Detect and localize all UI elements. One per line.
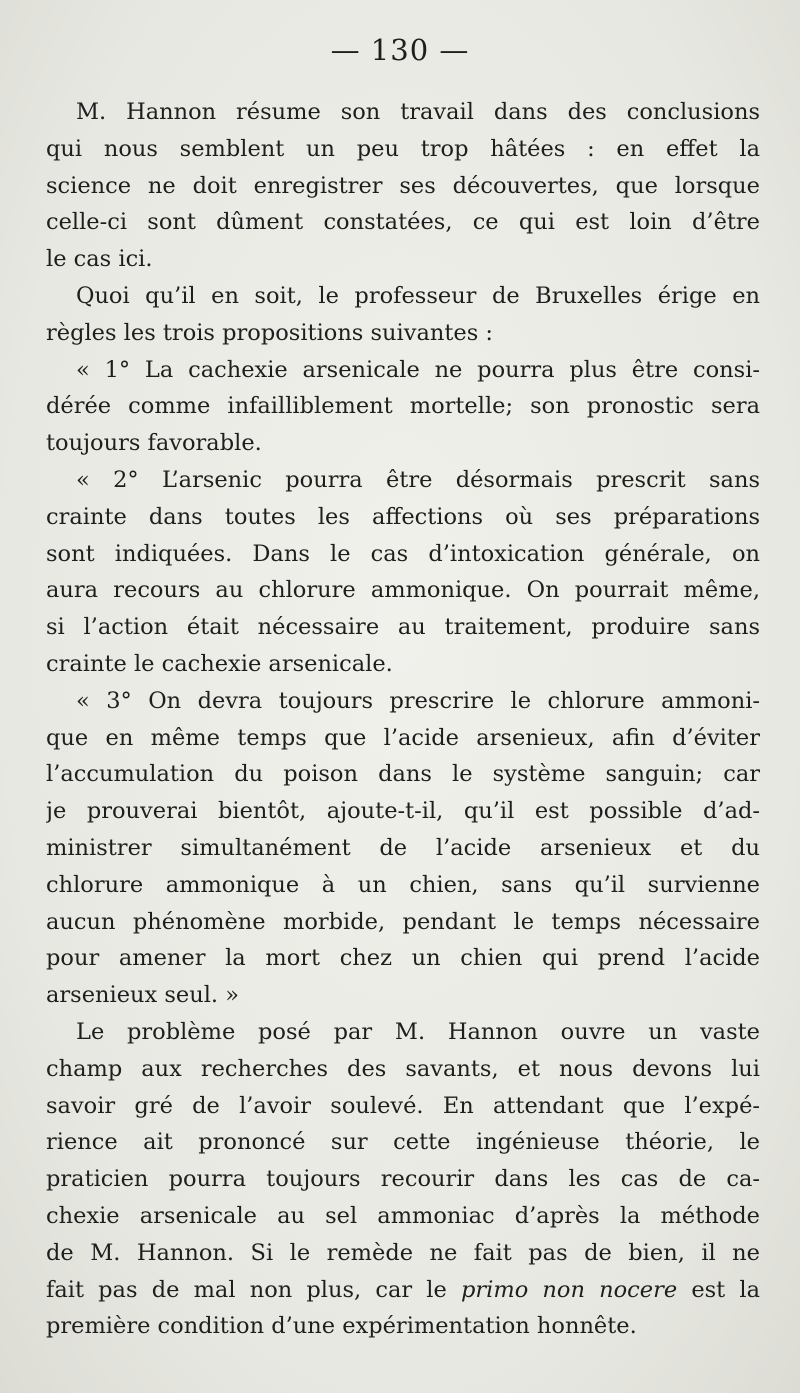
text-line: toujours favorable. [46,430,262,457]
text-line: ministrer simultanément de l’acide arsenieux et du [46,834,760,861]
text-line: si l’action était nécessaire au traitement, produire sans [46,614,760,641]
text-line: je prouverai bientôt, ajoute-t-il, qu’il est possible d’ad- [46,798,760,825]
text-line: celle-ci sont dûment constatées, ce qui est loin d’être [46,209,760,236]
text-line: sont indiquées. Dans le cas d’intoxication générale, on [46,540,760,567]
latin-phrase: primo non nocere [461,1276,678,1303]
text-line: aura recours au chlorure ammonique. On pourrait même, [46,577,760,604]
text-line: aucun phénomène morbide, pendant le temps nécessaire [46,908,760,935]
text-line: « 1° La cachexie arsenicale ne pourra plus être consi- [76,356,760,383]
text-line: pour amener la mort chez un chien qui prend l’acide [46,945,760,972]
text-line: de M. Hannon. Si le remède ne fait pas de bien, il ne [46,1239,760,1266]
text-line: praticien pourra toujours recourir dans les cas de ca- [46,1166,760,1193]
body-text [46,94,760,1345]
text-line: crainte dans toutes les affections où ses préparations [46,503,760,530]
text-line: savoir gré de l’avoir soulevé. En attendant que l’expé- [46,1092,760,1119]
text-line: Le problème posé par M. Hannon ouvre un vaste [76,1018,760,1045]
text-line: arsenieux seul. » [46,982,239,1009]
text-line: première condition d’une expérimentation honnête. [46,1313,637,1340]
text-line: chexie arsenicale au sel ammoniac d’après la méthode [46,1202,760,1229]
text-line: rience ait prononcé sur cette ingénieuse théorie, le [46,1129,760,1156]
text-line: dérée comme infailliblement mortelle; son pronostic sera [46,393,760,420]
text-line: science ne doit enregistrer ses découvertes, que lorsque [46,172,760,199]
text-line: l’accumulation du poison dans le système sanguin; car [46,761,760,788]
text-line: « 3° On devra toujours prescrire le chlorure ammoni- [76,687,760,714]
text-line: qui nous semblent un peu trop hâtées : en effet la [46,135,760,162]
text-line: « 2° L’arsenic pourra être désormais prescrit sans [76,466,760,493]
text-fragment: est la [677,1276,760,1303]
text-line: que en même temps que l’acide arsenieux, afin d’éviter [46,724,760,751]
text-line: chlorure ammonique à un chien, sans qu’il survienne [46,871,760,898]
text-line: règles les trois propositions suivantes : [46,319,493,346]
text-line: crainte le cachexie arsenicale. [46,650,393,677]
text-line: Quoi qu’il en soit, le professeur de Bruxelles érige en [76,282,760,309]
text-line: le cas ici. [46,246,153,273]
text-fragment: fait pas de mal non plus, car le [46,1276,461,1303]
text-line: M. Hannon résume son travail dans des conclusions [76,99,760,125]
text-line [46,1272,760,1309]
text-line: champ aux recherches des savants, et nous devons lui [46,1055,760,1082]
page-number: — 130 — [330,33,470,67]
